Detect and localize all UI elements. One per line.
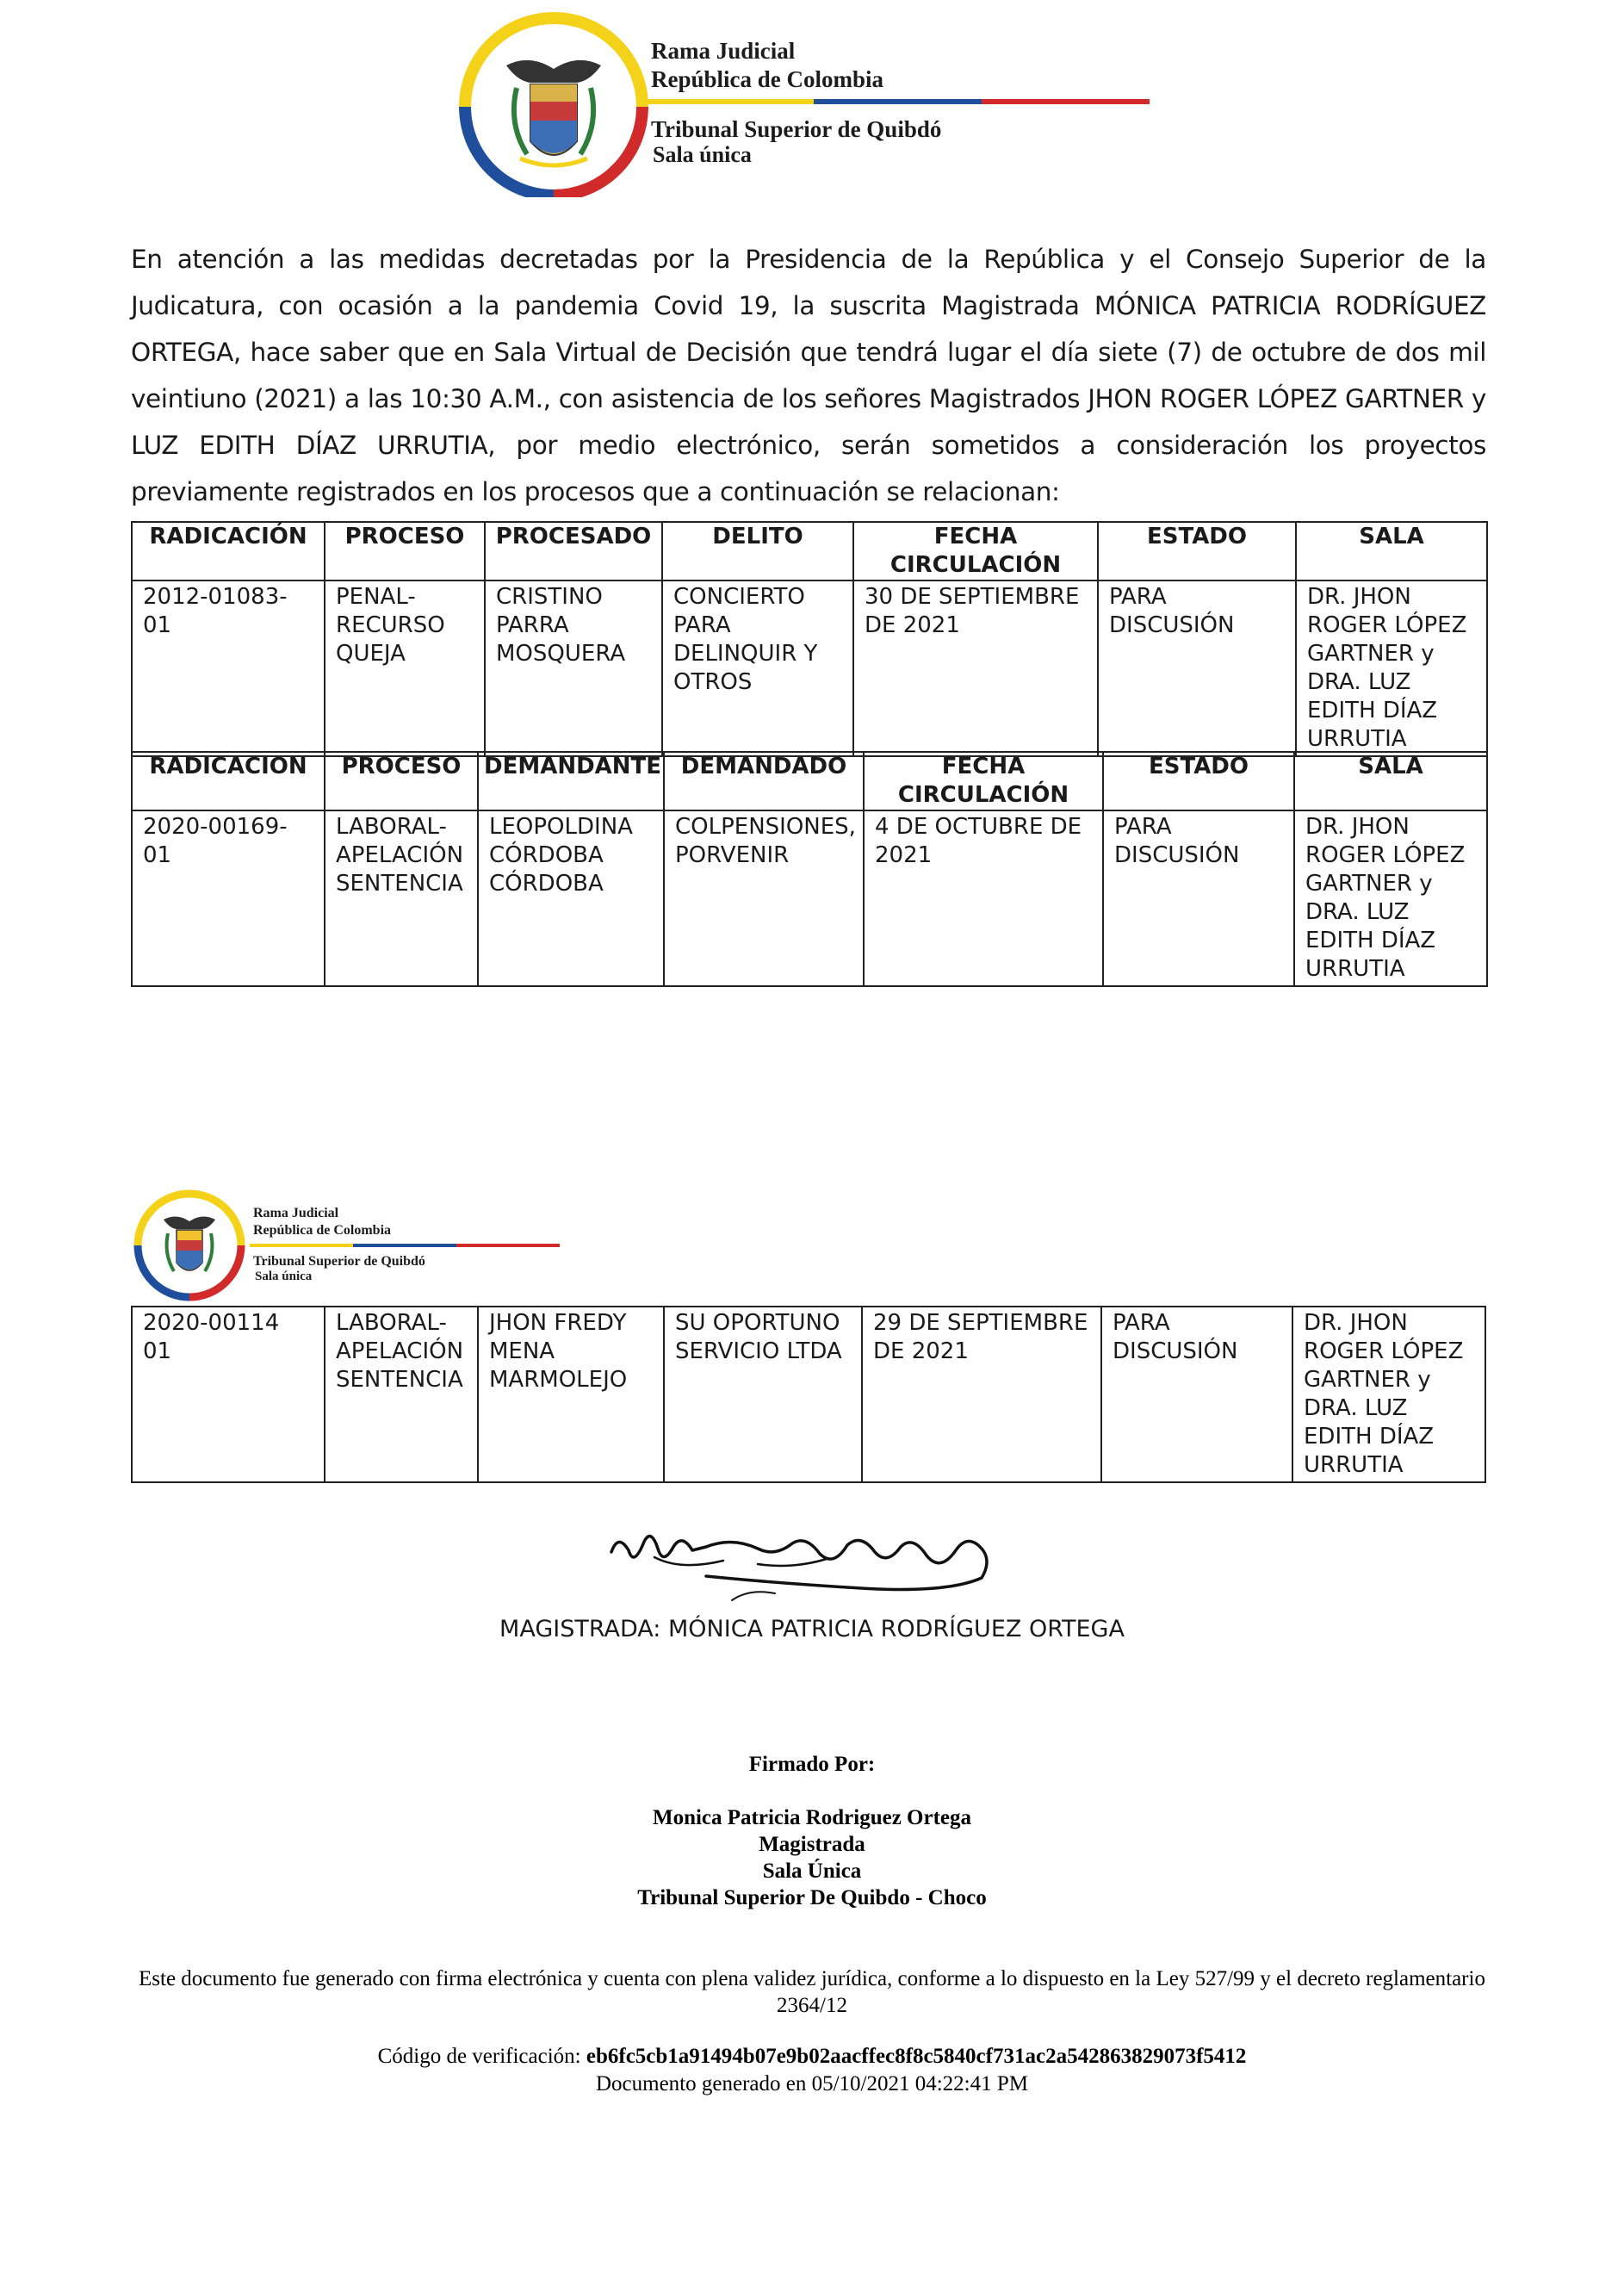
cell-estado: PARA DISCUSIÓN bbox=[1103, 810, 1294, 986]
cell-demandado: COLPENSIONES, PORVENIR bbox=[664, 810, 864, 986]
header-demandante: DEMANDANTE bbox=[478, 752, 664, 810]
handwritten-signature bbox=[603, 1516, 1016, 1628]
verification-code-line bbox=[0, 2045, 1624, 2069]
letterhead-tribunal: Tribunal Superior de Quibdó bbox=[651, 116, 942, 142]
cell-fecha-circulacion: 4 DE OCTUBRE DE 2021 bbox=[864, 810, 1103, 986]
cell-sala: DR. JHON ROGER LÓPEZ GARTNER y DRA. LUZ EDITH DÍAZ URRUTIA bbox=[1296, 581, 1487, 756]
generated-timestamp: Documento generado en 05/10/2021 04:22:41 PM bbox=[595, 2072, 1028, 2095]
header-estado: ESTADO bbox=[1103, 752, 1294, 810]
cell-delito: CONCIERTO PARA DELINQUIR Y OTROS bbox=[662, 581, 853, 756]
cell-demandante: JHON FREDY MENA MARMOLEJO bbox=[478, 1307, 664, 1482]
letterhead-republica: República de Colombia bbox=[651, 66, 884, 92]
verification-code-value: eb6fc5cb1a91494b07e9b02aacffec8f8c5840cf731ac2a542863829073f5412 bbox=[586, 2045, 1247, 2068]
header-demandado: DEMANDADO bbox=[664, 752, 864, 810]
letterhead-sala: Sala única bbox=[653, 142, 752, 167]
cell-radicacion: 2012-01083-01 bbox=[132, 581, 325, 756]
cell-proceso: PENAL-RECURSO QUEJA bbox=[325, 581, 485, 756]
header-fecha-circulacion: FECHA CIRCULACIÓN bbox=[853, 522, 1098, 581]
signer-court: Tribunal Superior De Quibdo - Choco bbox=[637, 1886, 987, 1909]
header-estado: ESTADO bbox=[1098, 522, 1296, 581]
table-row bbox=[132, 810, 1487, 986]
header-fecha-circulacion: FECHA CIRCULACIÓN bbox=[864, 752, 1103, 810]
cell-demandante: LEOPOLDINA CÓRDOBA CÓRDOBA bbox=[478, 810, 664, 986]
header-procesado: PROCESADO bbox=[485, 522, 662, 581]
header-delito: DELITO bbox=[662, 522, 853, 581]
header-radicacion: RADICACION bbox=[132, 752, 325, 810]
cases-table-penal bbox=[131, 521, 1488, 757]
intro-paragraph: En atención a las medidas decretadas por la Presidencia de la República y el Consejo Superior de la Judicatura, con ocasión a la pandemia Covid 19, la suscrita Magistrada MÓNICA PATRICIA RODRÍGUEZ ORTEGA, hace saber que en Sala Virtual de Decisión que tendrá lugar el día siete (7) de octubre de dos mil veintiuno (2021) a las 10:30 A.M., con asistencia de los señores Magistrados JHON ROGER LÓPEZ GARTNER y LUZ EDITH DÍAZ URRUTIA, por medio electrónico, serán sometidos a consideración los proyectos previamente registrados en los procesos que a continuación se relacionan: bbox=[131, 244, 1486, 506]
letterhead-sala: Sala única bbox=[255, 1270, 313, 1283]
cell-demandado: SU OPORTUNO SERVICIO LTDA bbox=[664, 1307, 862, 1482]
coat-of-arms-logo bbox=[129, 1187, 568, 1303]
cell-sala: DR. JHON ROGER LÓPEZ GARTNER y DRA. LUZ EDITH DÍAZ URRUTIA bbox=[1294, 810, 1487, 986]
signer-sala: Sala Única bbox=[762, 1859, 862, 1883]
table-row bbox=[132, 581, 1487, 756]
verification-code-label: Código de verificación: bbox=[377, 2045, 581, 2068]
header-radicacion: RADICACIÓN bbox=[132, 522, 325, 581]
signer-role: Magistrada bbox=[759, 1833, 865, 1856]
cell-procesado: CRISTINO PARRA MOSQUERA bbox=[485, 581, 662, 756]
cases-table-continuation bbox=[131, 1306, 1486, 1483]
cell-fecha-circulacion: 29 DE SEPTIEMBRE DE 2021 bbox=[862, 1307, 1101, 1482]
magistrate-label: MAGISTRADA: MÓNICA PATRICIA RODRÍGUEZ ORTEGA bbox=[499, 1616, 1125, 1642]
table-row bbox=[132, 1307, 1485, 1482]
header-sala: SALA bbox=[1296, 522, 1487, 581]
header-sala: SALA bbox=[1294, 752, 1487, 810]
cell-sala: DR. JHON ROGER LÓPEZ GARTNER y DRA. LUZ EDITH DÍAZ URRUTIA bbox=[1292, 1307, 1485, 1482]
cases-table-laboral bbox=[131, 751, 1488, 987]
cell-radicacion: 2020-00114 01 bbox=[132, 1307, 325, 1482]
cell-radicacion: 2020-00169-01 bbox=[132, 810, 325, 986]
letterhead-tribunal: Tribunal Superior de Quibdó bbox=[253, 1254, 425, 1269]
letterhead-rama-judicial: Rama Judicial bbox=[253, 1206, 339, 1220]
cell-fecha-circulacion: 30 DE SEPTIEMBRE DE 2021 bbox=[853, 581, 1098, 756]
cell-proceso: LABORAL-APELACIÓN SENTENCIA bbox=[325, 810, 478, 986]
letterhead bbox=[448, 12, 1154, 197]
cell-estado: PARA DISCUSIÓN bbox=[1101, 1307, 1292, 1482]
letterhead-rama-judicial: Rama Judicial bbox=[651, 38, 796, 64]
letterhead-page2 bbox=[129, 1187, 568, 1303]
cell-proceso: LABORAL-APELACIÓN SENTENCIA bbox=[325, 1307, 478, 1482]
header-proceso: PROCESO bbox=[325, 522, 485, 581]
header-proceso: PROCESO bbox=[325, 752, 478, 810]
cell-estado: PARA DISCUSIÓN bbox=[1098, 581, 1296, 756]
letterhead-republica: República de Colombia bbox=[253, 1223, 392, 1238]
legal-notice: Este documento fue generado con firma electrónica y cuenta con plena validez jurídica, conforme a lo dispuesto en la Ley 527/99 y el decreto reglamentario 2364/12 bbox=[139, 1967, 1485, 2017]
firmado-por-label: Firmado Por: bbox=[748, 1753, 876, 1776]
signer-name: Monica Patricia Rodriguez Ortega bbox=[652, 1806, 972, 1829]
table-header-row bbox=[132, 752, 1487, 810]
coat-of-arms-logo bbox=[448, 12, 1154, 197]
table-header-row bbox=[132, 522, 1487, 581]
